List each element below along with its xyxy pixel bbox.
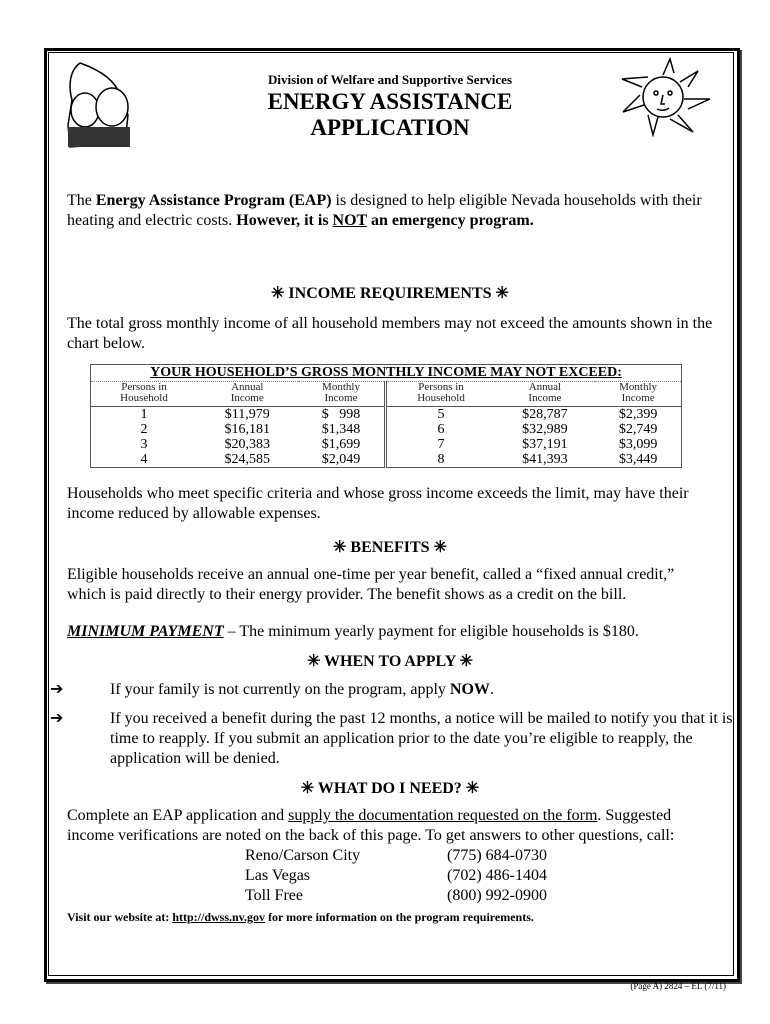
when-item-2: ➔ If you received a benefit during the past 12 months, a notice will be mailed to notify you that it is time to reapply. If you submit an application prior to the date you’re eligible to reapply, the application will be denied.	[50, 710, 733, 767]
table-cell: $24,585	[224, 452, 271, 467]
column-header: Persons in Household	[386, 382, 495, 407]
need-text: Complete an EAP application and supply the documentation requested on the form. Suggested income verifications are noted on the back of this page. To get answers to other questions, call:	[67, 807, 675, 844]
table-row	[91, 407, 682, 423]
table-cell: $2,399	[618, 407, 658, 422]
contact-phone[interactable]: (800) 992-0900	[447, 887, 547, 904]
table-cell: $37,191	[522, 437, 568, 452]
table-row	[91, 422, 682, 437]
table-cell: $ 998	[298, 407, 386, 423]
title-line-1: ENERGY ASSISTANCE	[267, 89, 513, 114]
column-header: Annual Income	[197, 382, 298, 407]
contact-place: Reno/Carson City	[245, 847, 361, 864]
benefits-text: Eligible households receive an annual one-time per year benefit, called a “fixed annual credit,” which is paid directly to their energy provider. The benefit shows as a credit on the bill.	[67, 566, 675, 603]
arrow-icon: ➔	[50, 710, 64, 727]
benefits-heading: ✳ BENEFITS ✳	[333, 539, 447, 556]
table-cell: $32,989	[522, 422, 568, 437]
page-title	[50, 89, 730, 141]
arrow-icon: ➔	[50, 681, 64, 698]
table-cell: 8	[437, 452, 445, 467]
when-heading: ✳ WHEN TO APPLY ✳	[306, 653, 474, 670]
need-heading: ✳ WHAT DO I NEED? ✳	[300, 780, 480, 797]
table-cell: $11,979	[224, 407, 270, 422]
contact-row	[245, 846, 547, 866]
table-cell: $2,749	[618, 422, 658, 437]
income-heading: ✳ INCOME REQUIREMENTS ✳	[271, 285, 509, 302]
table-cell: $20,383	[224, 437, 271, 452]
table-cell: 3	[140, 437, 148, 452]
minimum-payment: MINIMUM PAYMENT – The minimum yearly payment for eligible households is $180.	[67, 623, 639, 640]
table-cell: 2	[140, 422, 148, 437]
contact-phone[interactable]: (702) 486-1404	[447, 867, 547, 884]
website-line: Visit our website at: http://dwss.nv.gov for more information on the program requirements.	[67, 910, 534, 924]
contact-place: Las Vegas	[245, 867, 311, 884]
income-note: Households who meet specific criteria and whose gross income exceeds the limit, may have their income reduced by allowable expenses.	[67, 485, 689, 522]
table-cell: 7	[437, 437, 445, 452]
agency-name: Division of Welfare and Supportive Services	[268, 72, 512, 87]
table-cell: $41,393	[522, 452, 568, 467]
income-limits-table	[90, 364, 682, 468]
intro-paragraph: The Energy Assistance Program (EAP) is designed to help eligible Nevada households with their heating and electric costs. However, it is NOT an emergency program.	[67, 192, 702, 229]
contact-list	[245, 846, 547, 906]
table-cell: 6	[437, 422, 445, 437]
title-line-2: APPLICATION	[310, 115, 470, 140]
table-cell: 4	[140, 452, 148, 467]
table-row	[91, 452, 682, 468]
column-header: Monthly Income	[595, 382, 681, 407]
contact-phone[interactable]: (775) 684-0730	[447, 847, 547, 864]
table-cell: $2,049	[298, 452, 386, 468]
table-cell: $1,348	[298, 422, 386, 437]
column-header: Annual Income	[495, 382, 596, 407]
table-cell: $1,699	[298, 437, 386, 452]
page-footer: (Page A) 2824 – EL (7/11)	[630, 981, 726, 991]
contact-place: Toll Free	[245, 887, 303, 904]
when-item-1: ➔ If your family is not currently on the program, apply NOW.	[50, 681, 494, 698]
contact-row	[245, 886, 547, 906]
table-cell: 5	[437, 407, 445, 422]
column-header: Persons in Household	[91, 382, 197, 407]
table-cell: $16,181	[224, 422, 271, 437]
contact-row	[245, 866, 547, 886]
income-text: The total gross monthly income of all household members may not exceed the amounts shown in the chart below.	[67, 315, 713, 352]
column-header: Monthly Income	[298, 382, 386, 407]
table-cell: $3,449	[618, 452, 658, 467]
table-row	[91, 437, 682, 452]
table-cell: 1	[140, 407, 148, 422]
table-cell: $3,099	[618, 437, 658, 452]
website-link[interactable]: http://dwss.nv.gov	[172, 910, 266, 924]
table-cell: $28,787	[522, 407, 568, 422]
table-title: YOUR HOUSEHOLD’S GROSS MONTHLY INCOME MAY NOT EXCEED:	[91, 365, 682, 382]
